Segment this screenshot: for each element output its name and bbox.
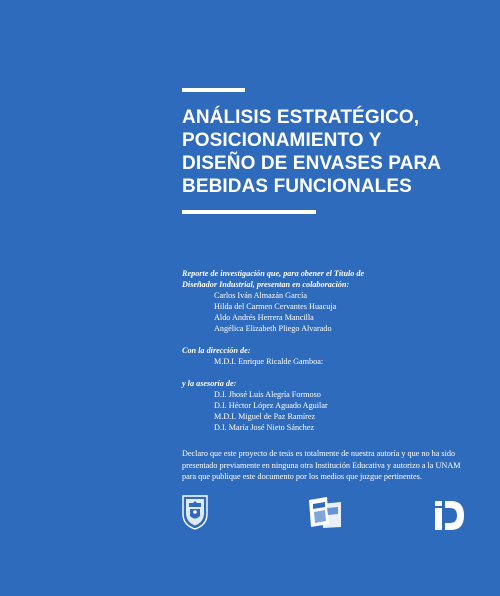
- page-title: [182, 106, 482, 198]
- title-top-rule: [182, 88, 245, 92]
- authorship-declaration: Declaro que este proyecto de tesis es totalmente de nuestra autoría y que no ha sido presentado previamente en ninguna otra Institución Educativa y autorizo a la UNAM para que publique este documento por los medios que juzgue pertinentes.: [182, 449, 461, 481]
- advisor-name: D.I. Héctor López Aguado Aguilar: [214, 401, 328, 410]
- advisory-label: y la asesoría de:: [182, 379, 237, 388]
- author-name: Angélica Elizabeth Pliego Alvarado: [214, 324, 332, 333]
- title-line: ANÁLISIS ESTRATÉGICO,: [182, 107, 420, 128]
- title-line: POSICIONAMIENTO Y: [182, 130, 382, 151]
- credits-block: [182, 268, 472, 433]
- report-intro: Reporte de investigación que, para obener el Título de: [182, 269, 365, 278]
- faculty-logo-icon: [305, 494, 345, 530]
- title-bottom-rule: [182, 210, 316, 214]
- title-line: BEBIDAS FUNCIONALES: [182, 176, 412, 197]
- direction-label: Con la dirección de:: [182, 346, 251, 355]
- design-d-logo-icon: [433, 498, 465, 530]
- author-name: Hilda del Carmen Cervantes Huacuja: [214, 302, 337, 311]
- report-intro: Diseñador Industrial, presentan en colaboración:: [182, 280, 350, 289]
- advisor-name: D.I. María José Nieto Sánchez: [214, 423, 315, 432]
- unam-seal-icon: [180, 494, 210, 530]
- advisor-name: D.I. Jhosé Luis Alegría Formoso: [214, 390, 321, 399]
- director-name: M.D.I. Enrique Ricalde Gamboa:: [214, 357, 324, 366]
- advisor-name: M.D.I. Miguel de Paz Ramírez: [214, 412, 316, 421]
- author-name: Carlos Iván Almazán García: [214, 291, 307, 300]
- title-line: DISEÑO DE ENVASES PARA: [182, 153, 442, 174]
- author-name: Aldo Andrés Herrera Mancilla: [214, 313, 314, 322]
